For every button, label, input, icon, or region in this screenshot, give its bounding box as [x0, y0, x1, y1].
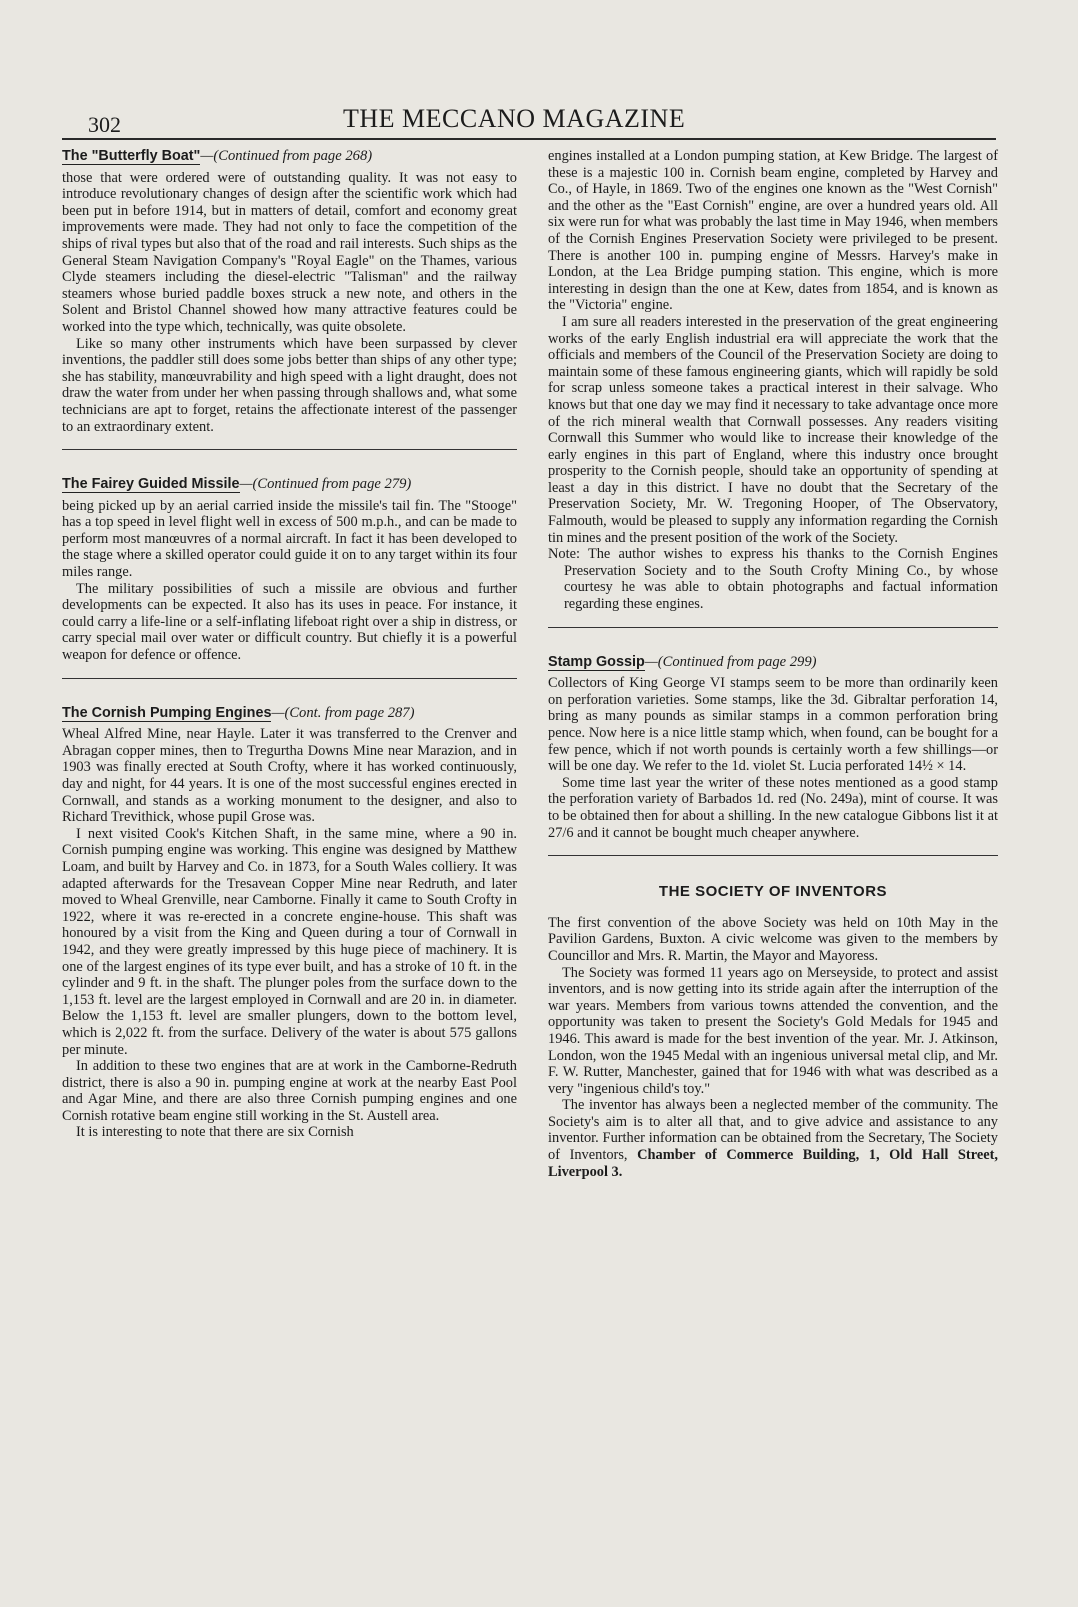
stamp-title: Stamp Gossip — [548, 653, 645, 670]
butterfly-continued: —(Continued from page 268) — [200, 148, 373, 164]
missile-heading — [62, 476, 517, 493]
section-divider — [62, 449, 517, 450]
right-column — [548, 148, 998, 1180]
cornish-title: The Cornish Pumping Engines — [62, 704, 272, 721]
page-number: 302 — [88, 112, 121, 137]
section-divider — [548, 855, 998, 856]
missile-title: The Fairey Guided Missile — [62, 476, 240, 493]
inventors-final-text: The inventor has always been a neglected member of the community. The Society's aim is to alter all that, and to give advice and assistance to any inventor. Further information can be obtained from the Secretary, The Society of Inventors, — [548, 1097, 998, 1164]
butterfly-heading — [62, 148, 517, 165]
section-divider — [548, 627, 998, 628]
cornish-paragraph-1: Wheal Alfred Mine, near Hayle. Later it was transferred to the Crenver and Abragan copper mines, then to Tregurtha Downs Mine near Marazion, and in 1903 was finally erected at South Crofty, where it has worked continuously, day and night, for 44 years. It is one of the most successful engines erected in Cornwall, and stands as a working monument to the designer, and also to Richard Trevithick, whose pupil Grose was. — [62, 726, 517, 826]
inventors-title: THE SOCIETY OF INVENTORS — [658, 883, 888, 901]
cornish-continued: —(Cont. from page 287) — [271, 704, 415, 721]
inventors-paragraph-1: The first convention of the above Society was held on 10th May in the Pavilion Gardens, Buxton. A civic welcome was given to the members by Councillor and Mrs. R. Martin, the Mayor and Mayoress. — [548, 914, 998, 964]
missile-paragraph-2: The military possibilities of such a missile are obvious and further developments can be expected. It also has its uses in peace. For instance, it could carry a life-line or a self-inflating lifeboat right over a ship in distress, or carry special mail over water or difficult country. But chiefly it is a powerful weapon for defence or offence. — [62, 580, 517, 664]
page-header — [88, 100, 996, 140]
missile-continued: —(Continued from page 279) — [239, 476, 412, 493]
butterfly-paragraph-1: those that were ordered were of outstanding quality. It was not easy to introduce revolutionary changes of design after the scientific work which had been put in before 1914, but in matters of detail, comfort and economy great improvements were made. They had not only to face the competition of the ships of rival types but also that of the road and rail interests. Such ships as the General Steam Navigation Company's "Royal Eagle" on the Thames, various Clyde steamers including the diesel-electric "Talisman" and the railway steamers whose buried paddle boxes struck a new note, and others in the Solent and Bristol Channel showed how many attractive features could be worked into the type which, technically, was quite obsolete. — [62, 169, 517, 335]
header-rule — [62, 138, 996, 140]
inventors-paragraph-2: The Society was formed 11 years ago on Merseyside, to protect and assist inventors, and is now getting into its stride again after the interruption of the war years. Members from various towns attended the convention, and the opportunity was taken to present the Society's Gold Medals for 1945 and 1946. This award is made for the best invention of the year. Mr. J. Atkinson, London, won the 1945 Medal with an ingenious universal metal clip, and Mr. F. W. Rutter, Manchester, gained that for 1946 with what was described as a very "ingenious child's toy." — [548, 964, 998, 1097]
inventors-paragraph-3 — [548, 1097, 998, 1180]
cornish-paragraph-4: It is interesting to note that there are six Cornish — [76, 1124, 354, 1141]
left-column — [62, 148, 517, 1141]
cornish-cont-paragraph-2: I am sure all readers interested in the preservation of the great engineering works of the early English industrial era will appreciate the work that the officials and members of the Council of the Preservation Society are doing to maintain some of these famous engineering giants, which will rapidly be sold for scrap unless someone takes a practical interest in their salvage. Who knows but that one day we may find it necessary to take advantage once more of the rich mineral wealth that Cornwall possesses. Any readers visiting Cornwall this Summer who would like to increase their knowledge of the early engines in this part of England, where this industry once brought prosperity to the Cornish people, should take an opportunity of spending at least a day in this district. I have no doubt that the Secretary of the Preservation Society, Mr. W. Tregoning Hooper, of The Observatory, Falmouth, would be pleased to supply any information regarding the Cornish tin mines and the present position of the work of the Society. — [548, 313, 998, 546]
butterfly-title: The "Butterfly Boat" — [62, 148, 201, 164]
stamp-paragraph-2: Some time last year the writer of these notes mentioned as a good stamp the perforation variety of Barbados 1d. red (No. 249a), mint of course. It was to be obtained then for about a shilling. In the new catalogue Gibbons list it at 27/6 and it cannot be bought much cheaper anywhere. — [548, 774, 998, 841]
stamp-paragraph-1: Collectors of King George VI stamps seem to be more than ordinarily keen on perforation varieties. Some stamps, like the 3d. Gibraltar perforation 14, bring as many pounds as similar stamps in a common perforation bring pence. Now here is a nice little stamp which, when found, can be bought for a few pence, which if not worth pounds is certainly worth a few shillings—or will be one day. We refer to the 1d. violet St. Lucia perforated 14½ × 14. — [548, 675, 998, 775]
section-divider — [62, 678, 517, 679]
missile-paragraph-1: being picked up by an aerial carried inside the missile's tail fin. The "Stooge" has a top speed in level flight well in excess of 500 m.p.h., and can be made to perform most manœuvres of a normal aircraft. In fact it has been developed to the stage where a skilled operator could guide it on to any target within its four miles range. — [62, 497, 517, 581]
cornish-paragraph-3: In addition to these two engines that are at work in the Camborne-Redruth district, there is also a 90 in. pumping engine at work at the nearby East Pool and Agar Mine, and there are also three Cornish pumping engines and one Cornish rotative beam engine still working in the St. Austell area. — [62, 1058, 517, 1124]
author-note: Note: The author wishes to express his thanks to the Cornish Engines Preservation Society and to the South Crofty Mining Co., by whose courtesy he was able to obtain photographs and factual information regarding these engines. — [548, 546, 998, 613]
magazine-title: THE MECCANO MAGAZINE — [343, 104, 686, 133]
cornish-heading — [62, 705, 517, 722]
cornish-paragraph-2: I next visited Cook's Kitchen Shaft, in the same mine, where a 90 in. Cornish pumping engine was working. This engine was designed by Matthew Loam, and built by Harvey and Co. in 1873, for a South Wales colliery. It was adapted afterwards for the Tresavean Copper Mine near Redruth, and later moved to Wheal Grenville, near Camborne. Finally it came to South Crofty in 1922, where it was re-erected in a concrete engine-house. This shaft was honoured by a visit from the King and Queen during a tour of Cornwall in 1942, and they were greatly impressed by this huge piece of machinery. It is one of the largest engines of its type ever built, and has a stroke of 10 ft. in the cylinder and 9 ft. in the shaft. The plunger poles from the surface down to the 1,153 ft. level are the largest employed in Cornwall and are 20 in. in diameter. Below the 1,153 ft. level are smaller plungers, down to the bottom level, which is 2,022 ft. from the surface. Delivery of the water is about 575 gallons per minute. — [62, 825, 517, 1058]
stamp-heading — [548, 654, 998, 671]
butterfly-paragraph-2: Like so many other instruments which have been surpassed by clever inventions, the paddler still does some jobs better than ships of any other type; she has stability, manœuvrability and high speed with a light draught, does not draw the water from under her when passing through shallows and, what some technicians are apt to forget, retains the affectionate interest of the passenger to an extraordinary extent. — [62, 335, 517, 435]
stamp-continued: —(Continued from page 299) — [644, 653, 817, 670]
cornish-cont-paragraph-1: engines installed at a London pumping station, at Kew Bridge. The largest of these is a majestic 100 in. Cornish beam engine, completed by Harvey and Co., of Hayle, in 1869. Two of the engines one known as the "West Cornish" and the other as the "East Cornish" engine, are over a hundred years old. All six were run for what was probably the last time in May 1946, when members of the Cornish Engines Preservation Society were privileged to be present. There is another 100 in. pumping engine of Messrs. Harvey's make in London, at the Lea Bridge pumping station. This engine, which is more interesting in design than the one at Kew, dates from 1854, and is known as the "Victoria" engine. — [548, 148, 998, 314]
society-address: Chamber of Commerce Building, 1, Old Hall Street, Liverpool 3. — [548, 1147, 998, 1180]
